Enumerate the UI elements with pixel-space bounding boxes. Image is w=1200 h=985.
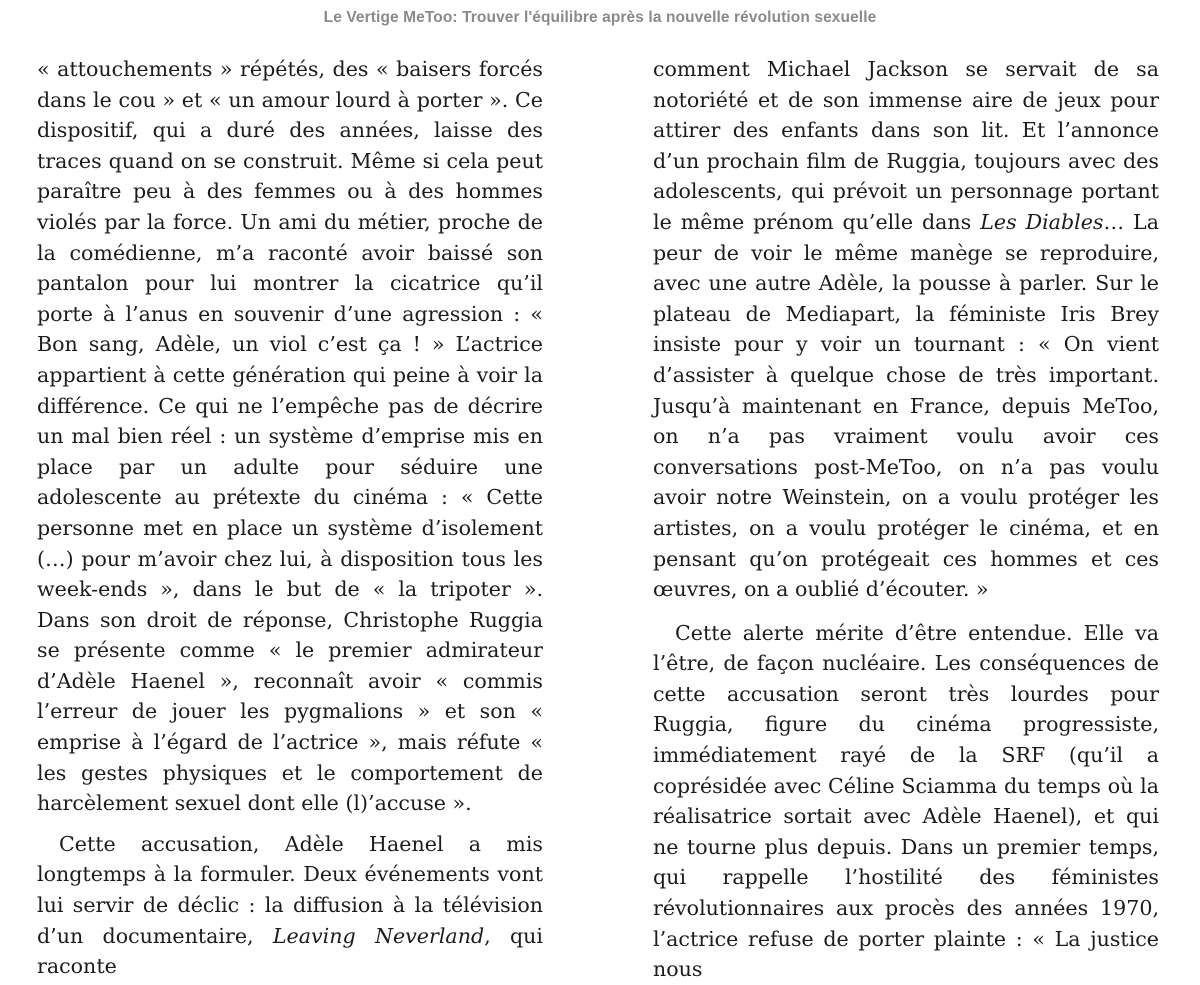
italic-title: Les Diables xyxy=(980,209,1104,234)
paragraph-text: Cette accusation, Adèle Haenel a mis longtemps à la formuler. Deux événements vont lui servir de déclic : la diffusion à la télévision d’un documentaire, xyxy=(37,831,543,948)
paragraph-text: … La peur de voir le même manège se reproduire, avec une autre Adèle, la pousse à parler. Sur le plateau de Mediapart, la féministe Iris Brey insiste pour y voir un tournant : « On vient d’assister à quelque chose de très important. Jusqu’à maintenant en France, depuis MeToo, on n’a pas vraiment voulu avoir ces conversations post-MeToo, on n’a pas voulu avoir notre Weinstein, on a voulu protéger les artistes, on a voulu protéger le cinéma, et en pensant qu’on protégeait ces hommes et ces œuvres, on a oublié d’écouter. » xyxy=(653,209,1159,602)
paragraph: « attouchements » répétés, des « baisers forcés dans le cou » et « un amour lourd à porter ». Ce dispositif, qui a duré des années, laisse des traces quand on se construit. Même si cela peut paraître peu à des femmes ou à des hommes violés par la force. Un ami du métier, proche de la comédienne, m’a raconté avoir baissé son pantalon pour lui montrer la cicatrice qu’il porte à l’anus en souvenir d’une agression : « Bon sang, Adèle, un viol c’est ça ! » L’actrice appartient à cette génération qui peine à voir la différence. Ce qui ne l’empêche pas de décrire un mal bien réel : un système d’emprise mis en place par un adulte pour séduire une adolescente au prétexte du cinéma : « Cette personne met en place un système d’isolement (…) pour m’avoir chez lui, à disposition tous les week-ends », dans le but de « la tripoter ». Dans son droit de réponse, Christophe Ruggia se présente comme « le premier admirateur d’Adèle Haenel », reconnaît avoir « commis l’erreur de jouer les pygmalions » et son « emprise à l’égard de l’actrice », mais réfute « les gestes physiques et le comportement de harcèlement sexuel dont elle (l)’accuse ». xyxy=(37,57,543,816)
paragraph: Cette alerte mérite d’être entendue. Elle va l’être, de façon nucléaire. Les conséquences de cette accusation seront très lourdes pour Ruggia, figure du cinéma progressiste, immédiatement rayé de la SRF (qu’il a coprésidée avec Céline Sciamma du temps où la réalisatrice sortait avec Adèle Haenel), et qui ne tourne plus depuis. Dans un premier temps, qui rappelle l’hostilité des féministes révolutionnaires aux procès des années 1970, l’actrice refuse de porter plainte : « La justice nous xyxy=(653,620,1159,982)
italic-title: Leaving Neverland xyxy=(272,923,485,948)
right-text-column xyxy=(653,54,1159,985)
paragraph-text: comment Michael Jackson se servait de sa notoriété et de son immense aire de jeux pour attirer des enfants dans son lit. Et l’annonce d’un prochain film de Ruggia, toujours avec des adolescents, qui prévoit un personnage portant le même prénom qu’elle dans xyxy=(653,57,1159,234)
paragraph xyxy=(37,829,543,982)
book-title-header: Le Vertige MeToo: Trouver l'équilibre après la nouvelle révolution sexuelle xyxy=(323,9,877,26)
left-text-column xyxy=(37,54,543,982)
paragraph-text: , qui raconte xyxy=(37,923,543,979)
paragraph xyxy=(653,54,1159,605)
